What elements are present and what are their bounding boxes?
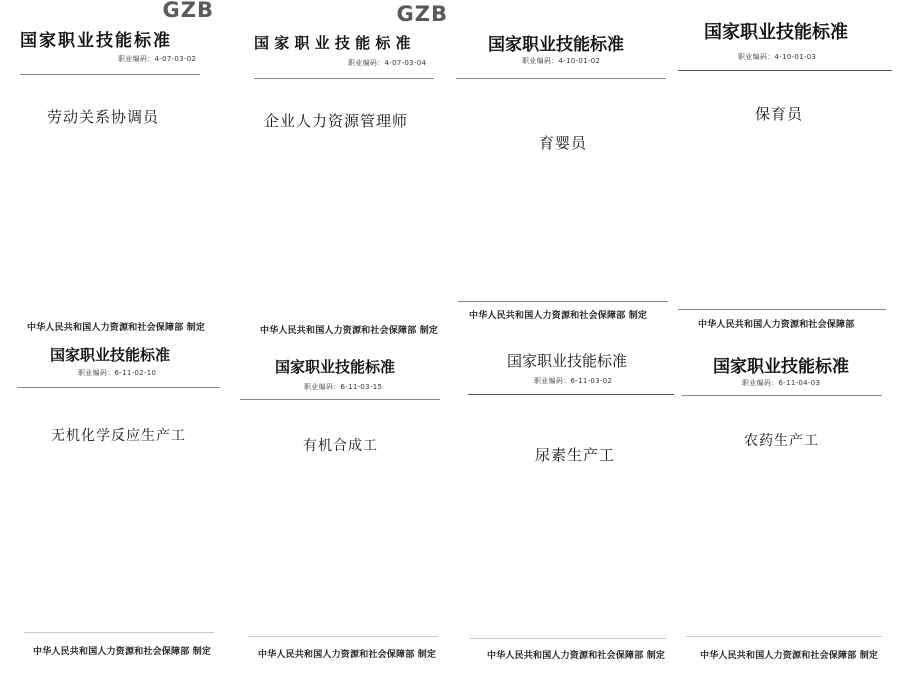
series-title: 国家职业技能标准 [507, 352, 628, 370]
occupation-name: 保育员 [755, 105, 804, 123]
issuer-line: 中华人民共和国人力资源和社会保障部 制定 [260, 326, 439, 336]
footer-rule [248, 636, 438, 637]
issuer-line: 中华人民共和国人力资源和社会保障部 [698, 320, 855, 330]
footer-rule [470, 638, 666, 639]
header-rule [456, 78, 666, 79]
standard-cover-urea-production[interactable] [466, 340, 676, 640]
occupation-code: 职业编码：6-11-02-10 [78, 369, 157, 377]
occupation-code: 职业编码：4-10-01-02 [522, 57, 601, 65]
issuer-line: 中华人民共和国人力资源和社会保障部 制定 [700, 651, 879, 661]
series-title: 国家职业技能标准 [275, 358, 396, 376]
series-title: 国家职业技能标准 [50, 346, 171, 364]
header-rule [682, 395, 882, 396]
header-rule [20, 74, 200, 75]
standard-cover-nursery-teacher[interactable] [678, 0, 900, 308]
series-title: 国 家 职 业 技 能 标 准 [254, 34, 411, 52]
standard-cover-inorganic-chemistry[interactable] [0, 336, 220, 636]
standard-cover-hr-manager[interactable] [226, 0, 448, 320]
issuer-line: 中华人民共和国人力资源和社会保障部 制定 [487, 651, 666, 661]
header-rule [254, 78, 434, 79]
header-rule [17, 387, 220, 388]
occupation-code: 职业编码：6-11-03-02 [534, 377, 613, 385]
issuer-line: 中华人民共和国人力资源和社会保障部 制定 [258, 650, 437, 660]
header-rule [678, 70, 892, 71]
occupation-name: 企业人力资源管理师 [264, 112, 409, 130]
series-title: 国家职业技能标准 [20, 31, 172, 51]
standard-cover-infant-caregiver[interactable] [456, 0, 672, 300]
issuer-line: 中华人民共和国人力资源和社会保障部 制定 [27, 323, 206, 333]
occupation-name: 尿素生产工 [535, 446, 616, 464]
header-rule [468, 394, 674, 395]
occupation-code: 职业编码：4-07-03-02 [118, 55, 197, 63]
occupation-name: 农药生产工 [744, 433, 819, 449]
occupation-code: 职业编码：4-07-03-04 [348, 59, 427, 67]
occupation-name: 育婴员 [539, 134, 588, 152]
issuer-line: 中华人民共和国人力资源和社会保障部 制定 [469, 311, 648, 321]
footer-rule [678, 309, 886, 310]
issuer-line: 中华人民共和国人力资源和社会保障部 制定 [33, 647, 212, 657]
standard-cover-labor-relations[interactable] [0, 0, 218, 316]
occupation-code: 职业编码：4-10-01-03 [738, 53, 817, 61]
occupation-name: 劳动关系协调员 [47, 108, 160, 126]
series-title: 国家职业技能标准 [488, 35, 624, 55]
gzb-badge: GZB [162, 0, 214, 22]
footer-rule [458, 301, 668, 302]
series-title: 国家职业技能标准 [704, 22, 848, 43]
footer-rule [686, 636, 882, 637]
occupation-name: 无机化学反应生产工 [51, 428, 186, 444]
standard-cover-organic-synthesis[interactable] [240, 340, 445, 640]
header-rule [240, 399, 440, 400]
footer-rule [24, 632, 214, 633]
standard-cover-pesticide-production[interactable] [682, 340, 900, 640]
occupation-code: 职业编码：6-11-03-15 [304, 383, 383, 391]
occupation-code: 职业编码：6-11-04-03 [742, 379, 821, 387]
series-title: 国家职业技能标准 [713, 357, 849, 377]
gzb-badge: GZB [396, 2, 448, 26]
occupation-name: 有机合成工 [303, 438, 378, 454]
